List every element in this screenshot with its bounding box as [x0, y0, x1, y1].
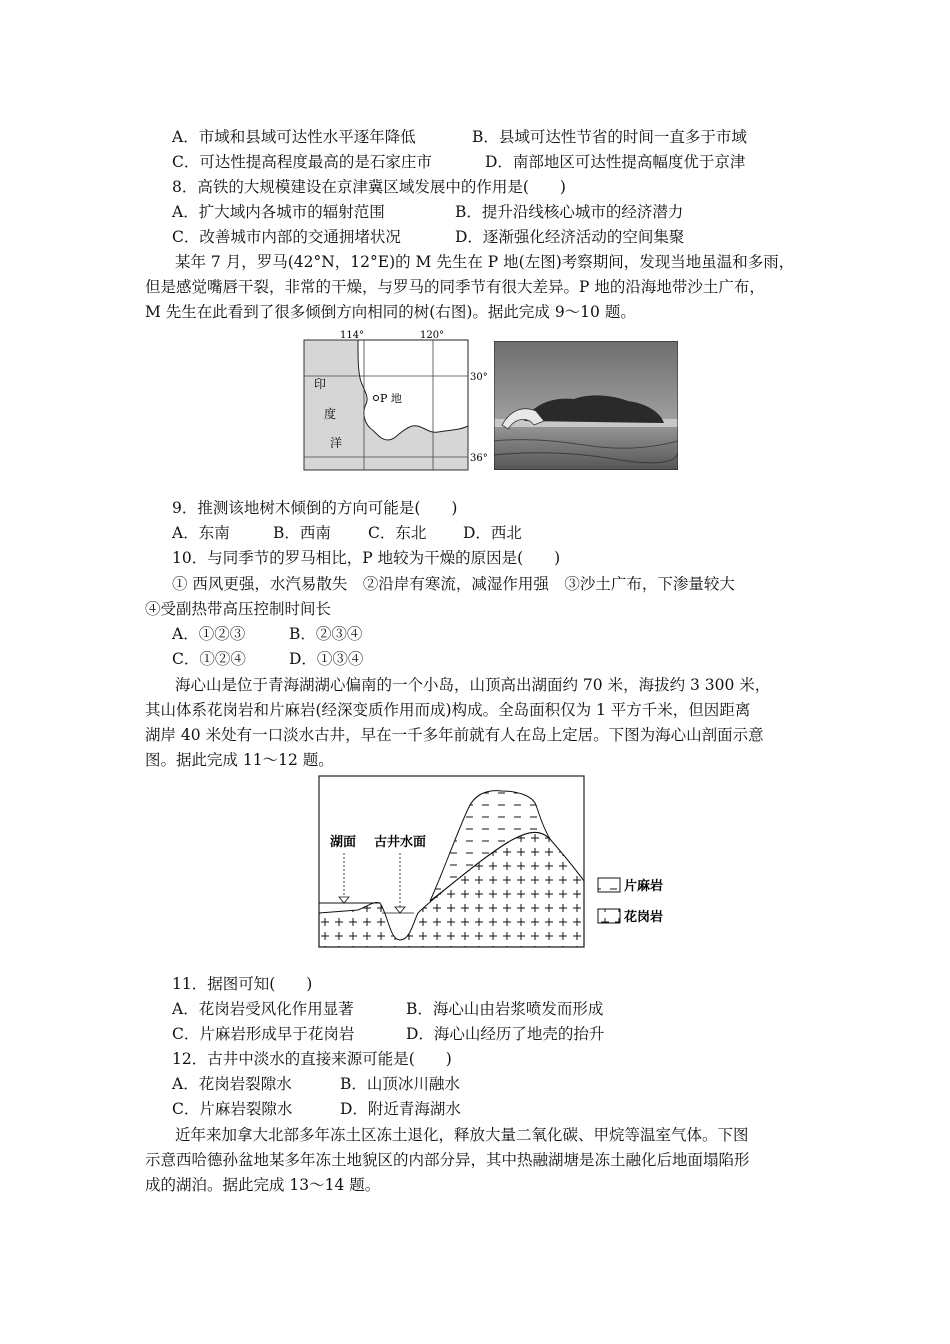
leaning-tree-photo [494, 341, 678, 470]
p-point-marker [374, 396, 379, 401]
lon-114-label: 114° [340, 330, 365, 341]
p-location-map [300, 328, 492, 474]
legend-gneiss-label: 片麻岩 [624, 879, 664, 894]
ocean-label-2: 度 [324, 407, 337, 421]
well-surface-label: 古井水面 [374, 835, 427, 850]
q9-option-d: D．西北 [463, 524, 522, 542]
q8-stem: 8．高铁的大规模建设在京津冀区域发展中的作用是( ) [172, 178, 566, 196]
q11-option-a: A．花岗岩受风化作用显著 [172, 1000, 354, 1018]
passage-haixin-line4: 图。据此完成 11～12 题。 [145, 751, 334, 769]
lake-surface-label: 湖面 [330, 835, 357, 850]
haixin-profile-diagram [318, 775, 698, 950]
q11-option-b: B．海心山由岩浆喷发而形成 [406, 1000, 604, 1018]
ocean-label-3: 洋 [330, 436, 343, 450]
q9-option-b: B．西南 [273, 524, 331, 542]
land-mass [358, 340, 468, 440]
q10-option-a: A．①②③ [172, 625, 246, 643]
q8-option-d: D．逐渐强化经济活动的空间集聚 [455, 228, 685, 246]
q7-option-b: B．县域可达性节省的时间一直多于市域 [472, 128, 747, 146]
passage-rome-line2: 但是感觉嘴唇干裂，非常的干燥，与罗马的同季节有很大差异。P 地的沿海地带沙土广布， [145, 278, 765, 296]
q8-option-b: B．提升沿线核心城市的经济潜力 [455, 203, 684, 221]
legend-granite-swatch [598, 909, 620, 923]
legend-granite-label: 花岗岩 [624, 910, 664, 925]
passage-rome [145, 250, 807, 325]
passage-permafrost-line2: 示意西哈德孙盆地某多年冻土地貌区的内部分异，其中热融湖塘是冻土融化后地面塌陷形 [145, 1151, 750, 1169]
passage-haixin-line2: 其山体系花岗岩和片麻岩(经深变质作用而成)构成。全岛面积仅为 1 平方千米，但因距离 [145, 701, 751, 719]
passage-rome-line1: 某年 7 月，罗马(42°N，12°E)的 M 先生在 P 地(左图)考察期间，发现当地虽温和多雨， [175, 253, 795, 271]
passage-haixin-line3: 湖岸 40 米处有一口淡水古井，早在一千多年前就有人在岛上定居。下图为海心山剖面示意 [145, 726, 764, 744]
q12-option-d: D．附近青海湖水 [340, 1100, 461, 1118]
legend-gneiss-swatch [598, 878, 620, 892]
q8-option-c: C．改善城市内部的交通拥堵状况 [172, 228, 401, 246]
passage-permafrost-line1: 近年来加拿大北部多年冻土区冻土退化，释放大量二氧化碳、甲烷等温室气体。下图 [175, 1126, 749, 1144]
q10-option-b: B．②③④ [289, 625, 363, 643]
q12-stem: 12．古井中淡水的直接来源可能是( ) [172, 1050, 452, 1068]
ocean-label-1: 印 [314, 377, 327, 391]
q7-option-a: A．市域和县域可达性水平逐年降低 [172, 128, 416, 146]
q10-statements-2: ④受副热带高压控制时间长 [145, 600, 332, 618]
q10-stem: 10．与同季节的罗马相比，P 地较为干燥的原因是( ) [172, 549, 561, 567]
lon-120-label: 120° [420, 330, 445, 341]
q9-stem: 9．推测该地树木倾倒的方向可能是( ) [172, 499, 458, 517]
q8-option-a: A．扩大域内各城市的辐射范围 [172, 203, 385, 221]
passage-permafrost-line3: 成的湖泊。据此完成 13～14 题。 [145, 1176, 381, 1194]
q9-option-a: A．东南 [172, 524, 230, 542]
q11-stem: 11．据图可知( ) [172, 975, 313, 993]
q11-option-c: C．片麻岩形成早于花岗岩 [172, 1025, 355, 1043]
lat-36-label: 36° [470, 453, 488, 464]
q7-option-d: D．南部地区可达性提高幅度优于京津 [485, 153, 746, 171]
q11-option-d: D．海心山经历了地壳的抬升 [406, 1025, 605, 1043]
passage-permafrost [145, 1123, 807, 1198]
p-point-label: P 地 [380, 392, 402, 405]
q10-statements-1: ① 西风更强，水汽易散失 ②沿岸有寒流，减湿作用强 ③沙土广布，下渗量较大 [172, 575, 735, 593]
passage-haixin [145, 673, 807, 773]
q9-option-c: C．东北 [368, 524, 427, 542]
q7-option-c: C．可达性提高程度最高的是石家庄市 [172, 153, 432, 171]
q10-option-d: D．①③④ [289, 650, 364, 668]
passage-rome-line3: M 先生在此看到了很多倾倒方向相同的树(右图)。据此完成 9～10 题。 [145, 303, 636, 321]
q10-option-c: C．①②④ [172, 650, 246, 668]
q12-option-c: C．片麻岩裂隙水 [172, 1100, 293, 1118]
q12-option-a: A．花岗岩裂隙水 [172, 1075, 292, 1093]
lat-30-label: 30° [470, 372, 488, 383]
passage-haixin-line1: 海心山是位于青海湖湖心偏南的一个小岛，山顶高出湖面约 70 米，海拔约 3 300 米， [175, 676, 771, 694]
q12-option-b: B．山顶冰川融水 [340, 1075, 460, 1093]
